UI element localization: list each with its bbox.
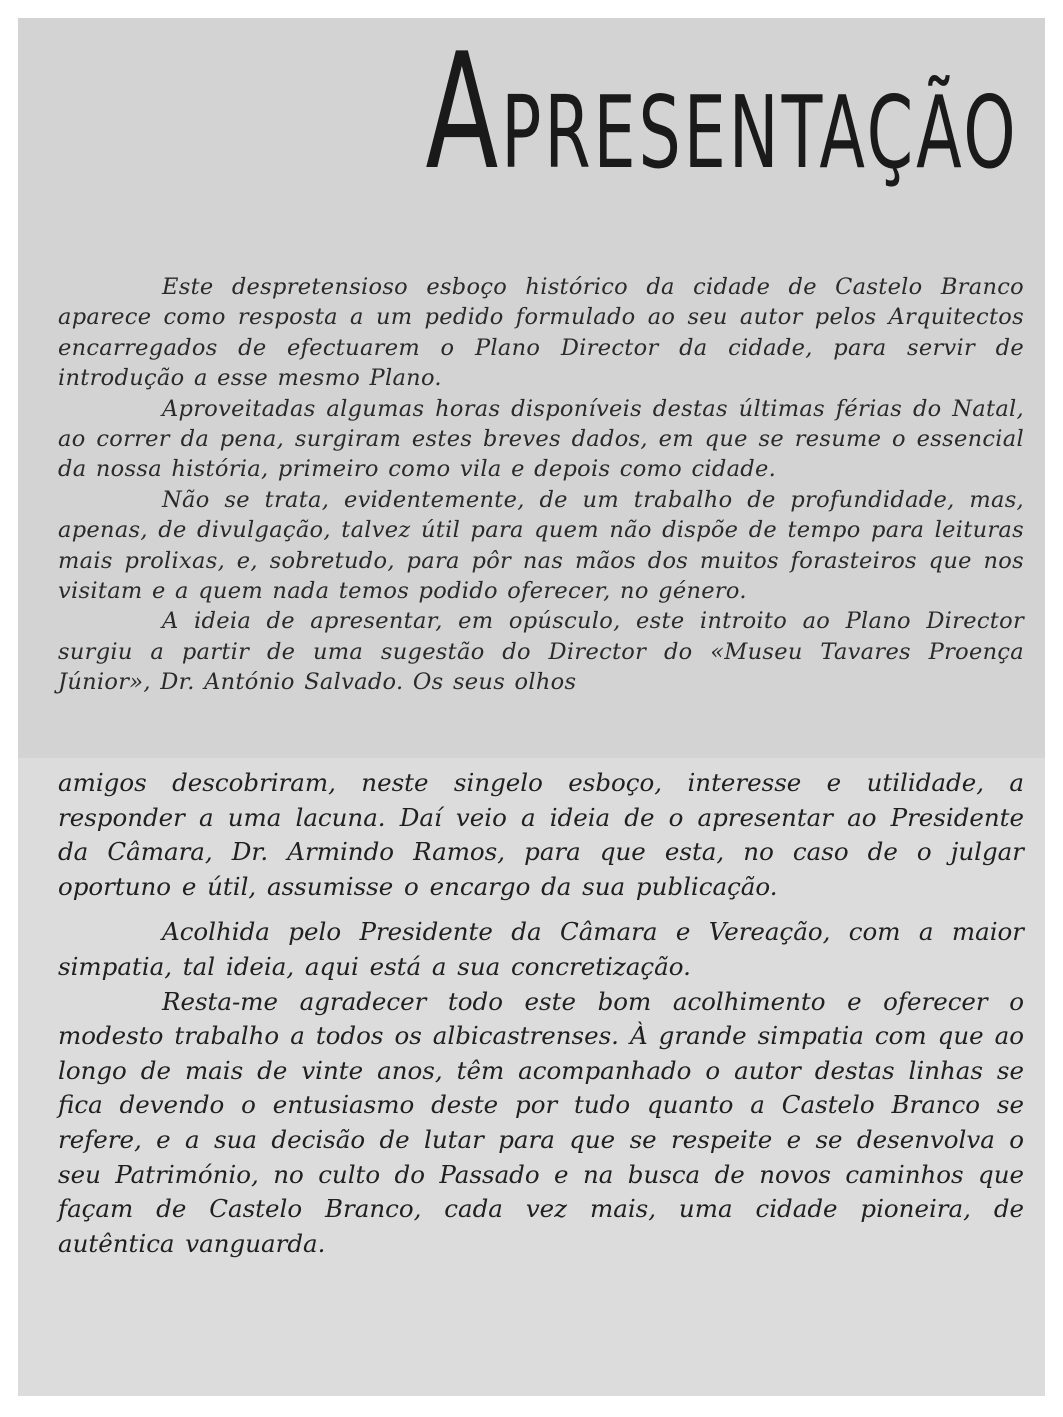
text-block-lower [58, 766, 1024, 1261]
paragraph-4: A ideia de apresentar, em opúsculo, este introito ao Plano Director surgiu a partir de uma sugestão do Director do «Museu Tavares Proença Júnior», Dr. António Salvado. Os seus olhos [58, 608, 1024, 696]
paragraph-4-continued: amigos descobriram, neste singelo esboço, interesse e utilidade, a responder a uma lacuna. Daí veio a ideia de o apresentar ao Presidente da Câmara, Dr. Armindo Ramos, para que esta, no caso de o julgar oportuno e útil, assumisse o encargo da sua publicação. [58, 768, 1024, 901]
paragraph-1: Este despretensioso esboço histórico da cidade de Castelo Branco aparece como resposta a um pedido formulado ao seu autor pelos Arquitectos encarregados de efectuarem o Plano Director da cidade, para servir de introdução a esse mesmo Plano. [58, 274, 1024, 392]
paragraph-6: Resta-me agradecer todo este bom acolhimento e oferecer o modesto trabalho a todos os albicastrenses. À grande simpatia com que ao longo de mais de vinte anos, têm acompanhado o autor destas linhas se fica devendo o entusiasmo deste por tudo quanto a Castelo Branco se refere, e a sua decisão de lutar para que se respeite e se desenvolva o seu Património, no culto do Passado e na busca de novos caminhos que façam de Castelo Branco, cada vez mais, uma cidade pioneira, de autêntica vanguarda. [58, 986, 1024, 1258]
title-rest: PRESENTAÇÃO [501, 74, 1020, 191]
paragraph-2: Aproveitadas algumas horas disponíveis destas últimas férias do Natal, ao correr da pena, surgiram estes breves dados, em que se resume o essencial da nossa história, primeiro como vila e depois como cidade. [58, 395, 1024, 483]
paragraph-3: Não se trata, evidentemente, de um trabalho de profundidade, mas, apenas, de divulgação, talvez útil para quem não dispõe de tempo para leituras mais prolixas, e, sobretudo, para pôr nas mãos dos muitos forasteiros que nos visitam e a quem nada temos podido oferecer, no género. [58, 486, 1024, 605]
paragraph-5: Acolhida pelo Presidente da Câmara e Vereação, com a maior simpatia, tal ideia, aqui está a sua concretização. [58, 917, 1024, 981]
text-block-upper [58, 272, 1024, 698]
title-initial: A [425, 18, 502, 205]
page-title [425, 18, 1020, 205]
page-sheet [18, 18, 1045, 1396]
